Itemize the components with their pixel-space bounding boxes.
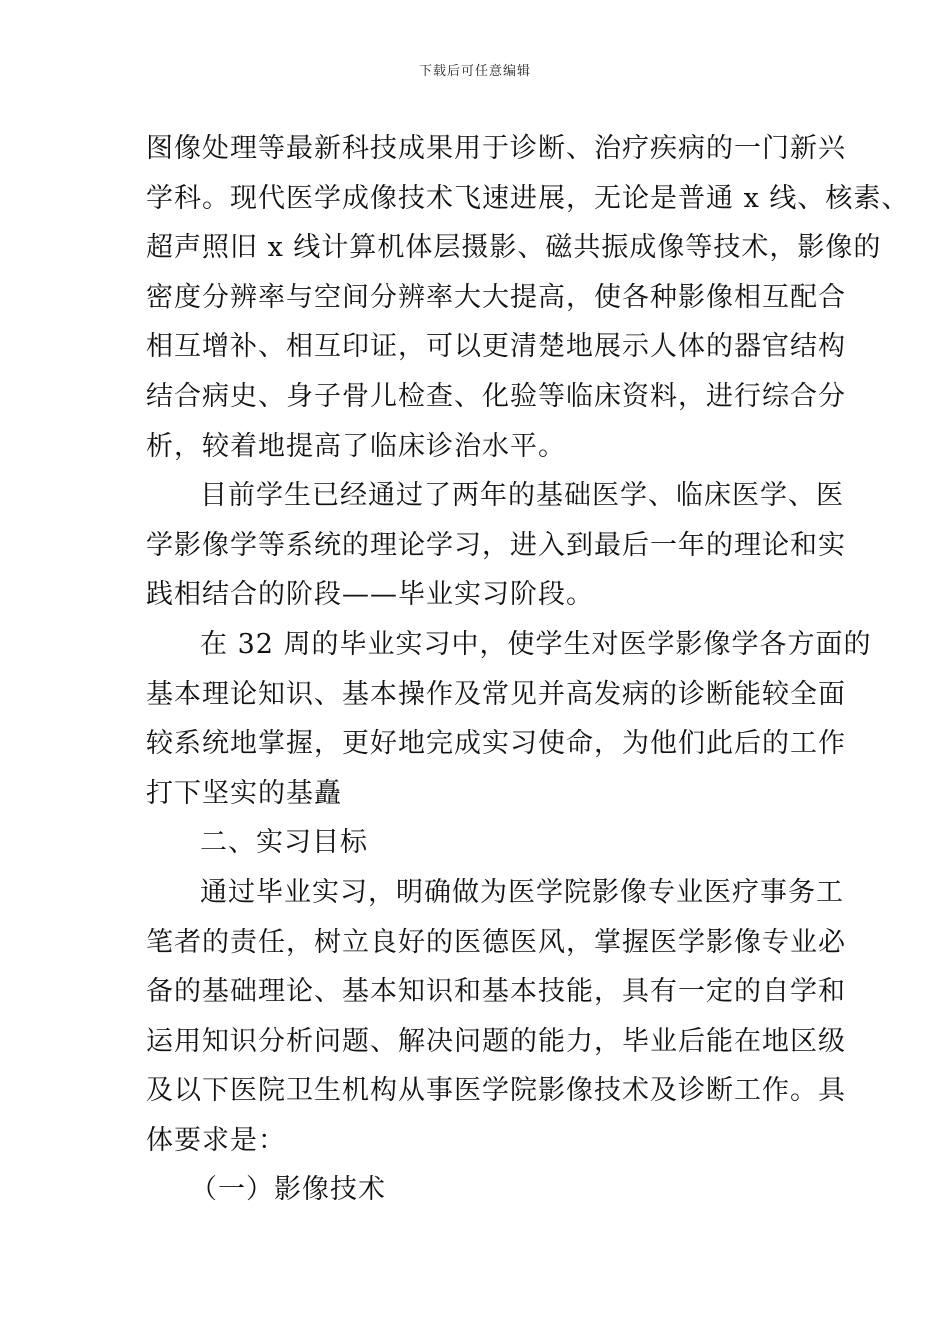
text-line: 基本理论知识、基本操作及常见并高发病的诊断能较全面 bbox=[146, 678, 846, 710]
text-line: 图像处理等最新科技成果用于诊断、治疗疾病的一门新兴 bbox=[146, 133, 846, 164]
text-line: 体要求是： bbox=[146, 1124, 286, 1156]
text-line: 笔者的责任，树立良好的医德医风，掌握医学影像专业必 bbox=[146, 926, 846, 958]
text-line: 打下坚实的基矗 bbox=[146, 777, 342, 809]
text-line: 相互增补、相互印证，可以更清楚地展示人体的器官结构 bbox=[146, 331, 846, 363]
paragraph-start: 通过毕业实习，明确做为医学院影像专业医疗事务工 bbox=[200, 876, 844, 908]
text-line: 备的基础理论、基本知识和基本技能，具有一定的自学和 bbox=[146, 976, 846, 1008]
subsection-heading: （一）影像技术 bbox=[190, 1174, 386, 1206]
paragraph-start: 目前学生已经通过了两年的基础医学、临床医学、医 bbox=[200, 480, 844, 512]
text-line: 学影像学等系统的理论学习，进入到最后一年的理论和实 bbox=[146, 529, 846, 561]
text-line: 密度分辨率与空间分辨率大大提高，使各种影像相互配合 bbox=[146, 281, 846, 313]
text-line: 运用知识分析问题、解决问题的能力，毕业后能在地区级 bbox=[146, 1025, 846, 1057]
page-header: 下载后可任意编辑 bbox=[418, 64, 531, 79]
text-line: 析，较着地提高了临床诊治水平。 bbox=[146, 430, 566, 462]
document-body bbox=[146, 124, 910, 1215]
text-line: 超声照旧 x 线计算机体层摄影、磁共振成像等技术，影像的 bbox=[146, 232, 882, 264]
text-line: 及以下医院卫生机构从事医学院影像技术及诊断工作。具 bbox=[146, 1075, 846, 1107]
text-line: 学科。现代医学成像技术飞速进展，无论是普通 x 线、核素、 bbox=[146, 182, 910, 214]
paragraph-start: 在 32 周的毕业实习中，使学生对医学影像学各方面的 bbox=[200, 628, 872, 660]
text-line: 较系统地掌握，更好地完成实习使命，为他们此后的工作 bbox=[146, 728, 846, 760]
text-line: 结合病史、身子骨儿检查、化验等临床资料，进行综合分 bbox=[146, 380, 846, 412]
text-line: 践相结合的阶段——毕业实习阶段。 bbox=[146, 579, 594, 611]
section-heading: 二、实习目标 bbox=[200, 827, 368, 859]
